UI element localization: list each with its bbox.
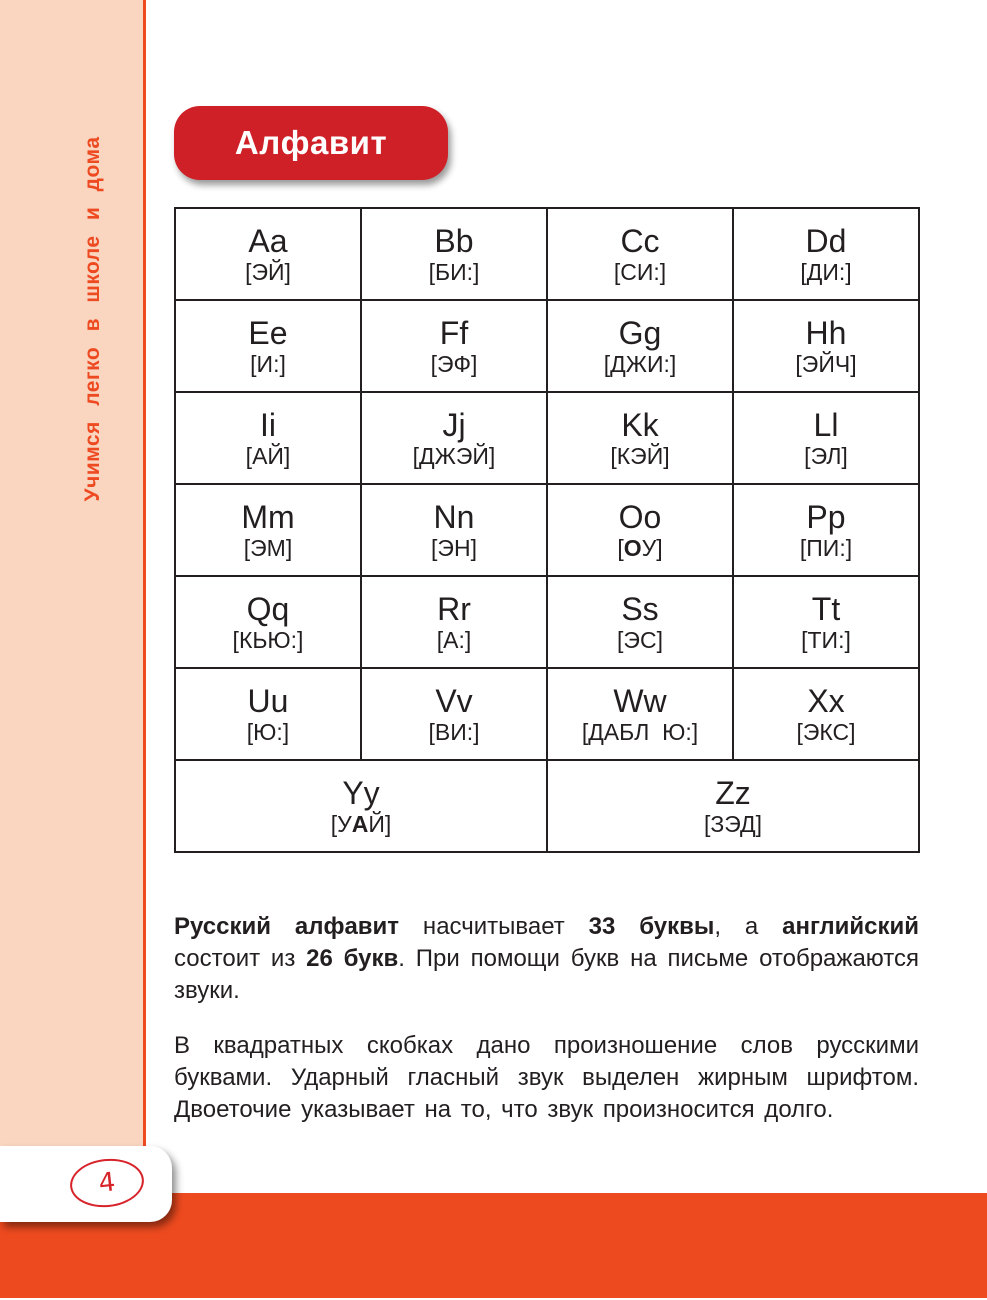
pronunciation xyxy=(734,718,918,746)
letter-cell xyxy=(361,668,547,760)
pronunciation xyxy=(362,718,546,746)
letter: Pp xyxy=(806,499,846,535)
pron-text: [ xyxy=(799,535,807,561)
letter-cell xyxy=(175,208,361,300)
pron-text: [ xyxy=(800,259,807,285)
pron-text: Ю:] xyxy=(253,719,290,745)
pron-text: [ xyxy=(243,535,251,561)
letter: Yy xyxy=(342,775,380,811)
pron-text: СИ:] xyxy=(620,259,667,285)
letter: Kk xyxy=(621,407,659,443)
pronunciation xyxy=(734,258,918,286)
letter: Gg xyxy=(618,315,662,351)
sidebar xyxy=(0,0,146,1193)
pron-text: АЙ] xyxy=(252,443,291,469)
pron-text: [ xyxy=(245,259,252,285)
pronunciation xyxy=(548,810,918,838)
pron-text: [ xyxy=(617,535,624,561)
pron-text: БИ:] xyxy=(434,259,480,285)
letter-cell xyxy=(733,208,919,300)
pron-text: ДИ:] xyxy=(806,259,852,285)
letter-cell xyxy=(361,392,547,484)
pron-text: ЭН] xyxy=(437,535,477,561)
letter-cell xyxy=(547,392,733,484)
letter: Ss xyxy=(621,591,659,627)
letter-cell xyxy=(547,760,919,852)
bold-text: английский xyxy=(782,913,919,940)
letter-cell xyxy=(361,208,547,300)
pron-text: КЬЮ:] xyxy=(238,627,304,653)
pron-text: [ xyxy=(232,627,239,653)
letter: Ee xyxy=(248,315,288,351)
letter: Nn xyxy=(433,499,475,535)
pron-text: [ xyxy=(617,627,624,653)
pronunciation xyxy=(176,534,360,562)
stressed-vowel: О xyxy=(623,535,642,561)
pronunciation xyxy=(176,718,360,746)
pronunciation xyxy=(176,626,360,654)
running-title: Учимся легко в школе и дома xyxy=(81,136,104,502)
pron-text: ВИ:] xyxy=(434,719,480,745)
pron-text: ДЖЭЙ] xyxy=(419,443,496,469)
table-row xyxy=(175,760,919,852)
page-number: 4 xyxy=(68,1155,147,1210)
pron-text: КЭЙ] xyxy=(616,443,670,469)
pron-text: ЭКС] xyxy=(802,719,856,745)
letter-cell xyxy=(733,576,919,668)
pron-text: Й] xyxy=(368,811,392,837)
pron-text: ЭЙЧ] xyxy=(801,351,857,377)
letter-cell xyxy=(733,300,919,392)
letter: Ii xyxy=(260,407,276,443)
pron-text: ЭФ] xyxy=(436,351,478,377)
letter-cell xyxy=(175,300,361,392)
letter: Mm xyxy=(241,499,295,535)
pronunciation xyxy=(176,258,360,286)
table-row xyxy=(175,576,919,668)
letter-cell xyxy=(547,668,733,760)
letter: Ll xyxy=(813,407,839,443)
pronunciation xyxy=(362,350,546,378)
pron-text: [ xyxy=(428,259,435,285)
pronunciation xyxy=(176,350,360,378)
pron-text: [ xyxy=(795,351,802,377)
letter: Uu xyxy=(247,683,289,719)
letter: Oo xyxy=(618,499,662,535)
pronunciation xyxy=(176,442,360,470)
pron-text: [ xyxy=(428,719,435,745)
letter-cell xyxy=(547,484,733,576)
pron-text: [ xyxy=(610,443,617,469)
pron-text: [ xyxy=(703,811,711,837)
pron-text: ЭЙ] xyxy=(251,259,291,285)
letter: Xx xyxy=(807,683,845,719)
text: состоит из xyxy=(174,945,307,972)
letter-cell xyxy=(361,576,547,668)
bold-text: Русский алфавит xyxy=(174,913,400,940)
pron-text: У] xyxy=(641,535,663,561)
letter: Ff xyxy=(439,315,469,351)
pron-text: [ xyxy=(613,259,621,285)
pronunciation xyxy=(362,258,546,286)
pron-text: [ xyxy=(245,443,253,469)
pronunciation xyxy=(734,350,918,378)
pron-text: ЭМ] xyxy=(250,535,293,561)
letter: Rr xyxy=(437,591,471,627)
pronunciation xyxy=(734,626,918,654)
paragraph-alphabet-facts xyxy=(174,911,919,1007)
pronunciation xyxy=(362,534,546,562)
pronunciation xyxy=(548,258,732,286)
table-row xyxy=(175,484,919,576)
pron-text: ЭЛ] xyxy=(810,443,848,469)
pronunciation xyxy=(734,534,918,562)
pron-text: [ xyxy=(430,351,437,377)
pron-text: [ xyxy=(431,535,438,561)
letter: Tt xyxy=(811,591,841,627)
pronunciation xyxy=(734,442,918,470)
letter: Cc xyxy=(620,223,660,259)
pronunciation xyxy=(548,350,732,378)
pronunciation xyxy=(548,626,732,654)
pron-text: ДЖИ:] xyxy=(610,351,677,377)
pron-text: [ xyxy=(436,627,444,653)
alphabet-table xyxy=(174,207,920,853)
letter-cell xyxy=(547,300,733,392)
letter-cell xyxy=(733,484,919,576)
pronunciation xyxy=(176,810,546,838)
letter-cell xyxy=(175,668,361,760)
pron-text: [ xyxy=(603,351,611,377)
stressed-vowel: А xyxy=(351,811,369,837)
pronunciation xyxy=(548,534,732,562)
table-row xyxy=(175,300,919,392)
letter: Hh xyxy=(805,315,847,351)
text: . При помощи букв на письме отображаются звуки. xyxy=(174,945,919,1004)
pron-text: [У xyxy=(330,811,352,837)
page-number-tab xyxy=(0,1146,172,1222)
letter-cell xyxy=(175,484,361,576)
pron-text: А:] xyxy=(443,627,472,653)
bold-text: 26 букв xyxy=(306,945,399,972)
page-title: Алфавит xyxy=(174,106,448,180)
bold-text: 33 буквы xyxy=(588,913,715,940)
text: насчитывает xyxy=(399,913,589,940)
letter-cell xyxy=(361,484,547,576)
letter-cell xyxy=(547,208,733,300)
text: , а xyxy=(714,913,783,940)
letter: Bb xyxy=(434,223,474,259)
letter: Qq xyxy=(246,591,290,627)
letter: Vv xyxy=(435,683,473,719)
pron-text: ТИ:] xyxy=(807,627,851,653)
paragraph-pronunciation-note: В квадратных скобках дано произношение слов русскими буквами. Ударный гласный звук выделен жирным шрифтом. Двоеточие указывает на то, что звук произносится долго. xyxy=(174,1032,919,1123)
letter-cell xyxy=(175,760,547,852)
pronunciation xyxy=(548,718,732,746)
pron-text: [ xyxy=(250,351,257,377)
pron-text: ЭС] xyxy=(623,627,663,653)
letter: Ww xyxy=(613,683,667,719)
pron-text: И:] xyxy=(256,351,286,377)
pron-text: ДАБЛ Ю:] xyxy=(588,719,699,745)
table-row xyxy=(175,392,919,484)
pron-text: [ xyxy=(804,443,811,469)
letter: Jj xyxy=(442,407,466,443)
letter: Zz xyxy=(715,775,751,811)
pron-text: ЗЭД] xyxy=(710,811,763,837)
pron-text: [ xyxy=(246,719,254,745)
pronunciation xyxy=(362,626,546,654)
pronunciation xyxy=(548,442,732,470)
letter-cell xyxy=(361,300,547,392)
table-row xyxy=(175,208,919,300)
pronunciation xyxy=(362,442,546,470)
letter-cell xyxy=(547,576,733,668)
pron-text: [ xyxy=(412,443,420,469)
letter: Dd xyxy=(805,223,847,259)
letter-cell xyxy=(175,392,361,484)
pron-text: [ xyxy=(581,719,589,745)
pron-text: ПИ:] xyxy=(806,535,853,561)
table-row xyxy=(175,668,919,760)
pron-text: [ xyxy=(801,627,808,653)
letter-cell xyxy=(733,668,919,760)
letter-cell xyxy=(733,392,919,484)
letter-cell xyxy=(175,576,361,668)
letter: Aa xyxy=(248,223,288,259)
pron-text: [ xyxy=(796,719,803,745)
